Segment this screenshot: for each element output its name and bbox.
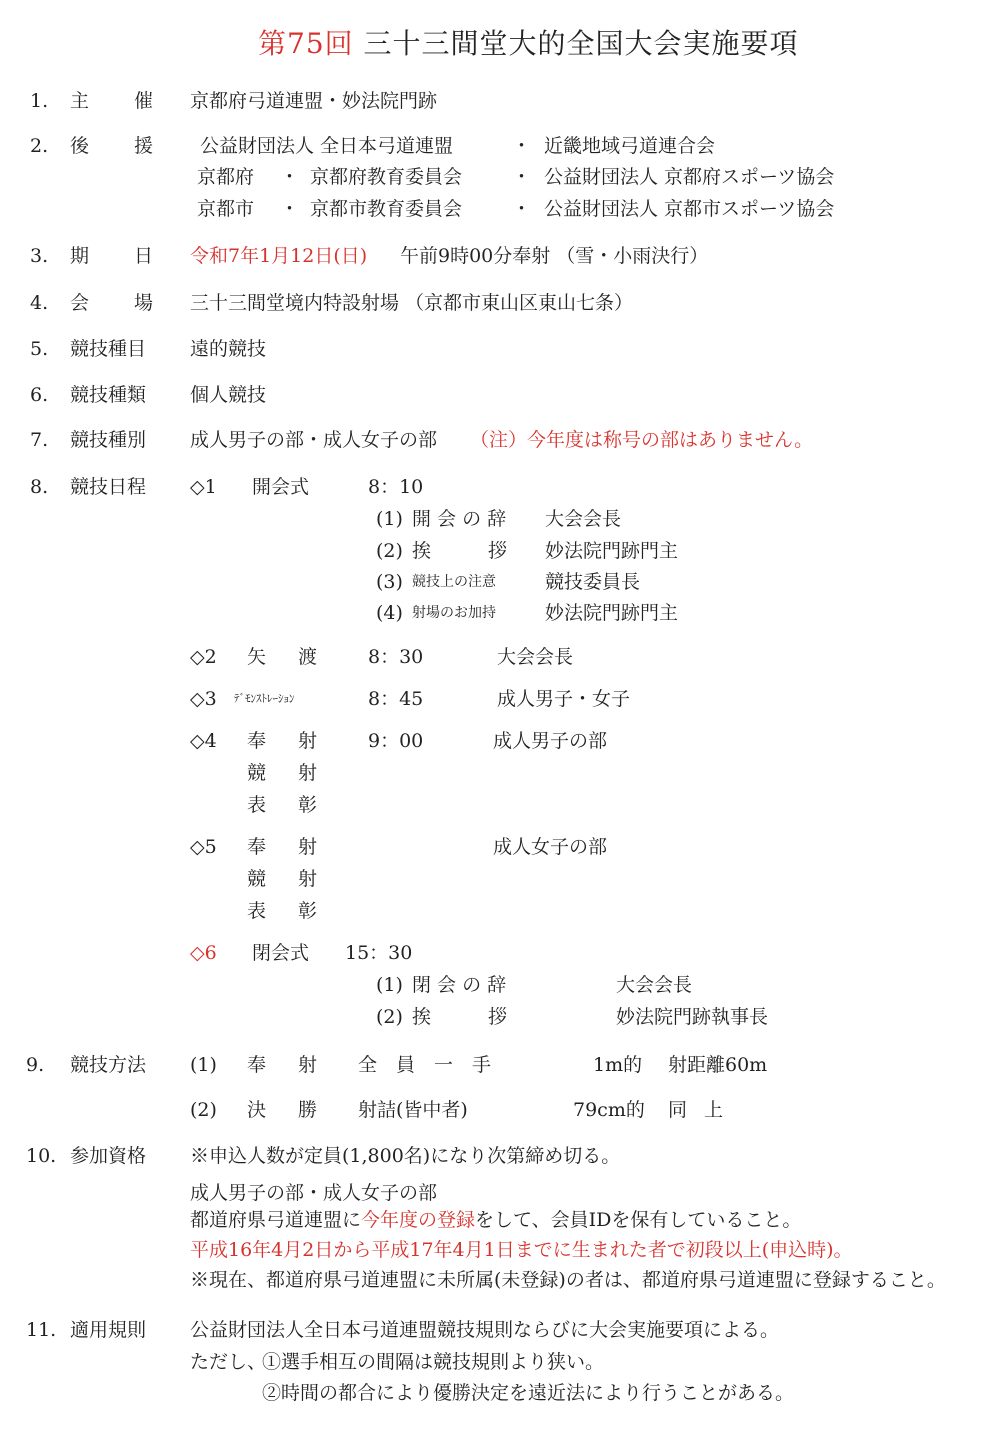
section-6-number: 6.: [30, 384, 49, 406]
schedule-6-time: 15：30: [345, 942, 413, 964]
eligibility-divisions: 成人男子の部・成人女子の部: [190, 1182, 438, 1204]
title-edition: 第75回: [258, 27, 354, 60]
schedule-4-division: 成人男子の部: [493, 730, 608, 752]
schedule-6-sub-1-num: (1): [376, 974, 403, 996]
sponsor-row-3-a: 京都市: [197, 198, 255, 220]
schedule-1-sub-1-person: 大会会長: [545, 508, 622, 530]
schedule-6-sub-1-title: 閉 会 の 辞: [412, 974, 507, 996]
competition-divisions: 成人男子の部・成人女子の部: [190, 429, 438, 451]
eligibility-registration-highlight: 今年度の登録: [361, 1209, 476, 1231]
schedule-4-time: 9：00: [368, 730, 424, 752]
event-time: 午前9時00分奉射 （雪・小雨決行）: [400, 245, 709, 267]
schedule-4-line-3a: 表: [247, 794, 267, 816]
sponsor-row-1-dot: ・: [512, 135, 532, 157]
sponsor-row-2-mid: 京都府教育委員会: [310, 166, 463, 188]
schedule-5-line-3a: 表: [247, 900, 267, 922]
method-2-a: 決: [247, 1099, 267, 1121]
schedule-2-name-a: 矢: [247, 646, 267, 668]
section-11-number: 11.: [26, 1319, 57, 1341]
competition-type: 個人競技: [190, 384, 267, 406]
sponsor-row-3-b: 公益財団法人 京都市スポーツ協会: [544, 198, 835, 220]
section-8-label: 競技日程: [70, 476, 147, 498]
section-9-number: 9.: [26, 1054, 45, 1076]
schedule-6-sub-2-person: 妙法院門跡執事長: [616, 1006, 769, 1028]
method-2-num: (2): [190, 1099, 217, 1121]
venue: 三十三間堂境内特設射場 （京都市東山区東山七条）: [190, 292, 634, 314]
schedule-4-mark: ◇4: [190, 730, 217, 752]
method-1-rule: 全 員 一 手: [358, 1054, 492, 1076]
rules-item-2: ②時間の都合により優勝決定を遠近法により行うことがある。: [262, 1382, 795, 1404]
sponsor-row-2-dot1: ・: [280, 166, 300, 188]
schedule-6-sub-2-num: (2): [376, 1006, 403, 1028]
section-3-label-a: 期: [70, 245, 90, 267]
title-name: 三十三間堂大的全国大会実施要項: [363, 27, 799, 60]
division-note: （注）今年度は称号の部はありません。: [470, 429, 814, 451]
eligibility-registration-a: 都道府県弓道連盟に: [190, 1209, 362, 1231]
eligibility-registration-c: をして、会員IDを保有していること。: [475, 1209, 802, 1231]
schedule-6-sub-2-title: 挨 拶: [412, 1006, 508, 1028]
schedule-4-line-3b: 彰: [298, 794, 318, 816]
schedule-4-line-2a: 競: [247, 762, 267, 784]
sponsor-row-1-b: 近畿地域弓道連合会: [544, 135, 716, 157]
schedule-1-sub-3-num: (3): [376, 571, 403, 593]
section-4-label-a: 会: [70, 292, 90, 314]
rules-main: 公益財団法人全日本弓道連盟競技規則ならびに大会実施要項による。: [190, 1319, 780, 1341]
method-1-num: (1): [190, 1054, 217, 1076]
eligibility-capacity: ※申込人数が定員(1,800名)になり次第締め切る。: [190, 1145, 621, 1167]
section-2-label-b: 援: [134, 135, 154, 157]
schedule-5-line-1b: 射: [298, 836, 318, 858]
schedule-1-sub-2-person: 妙法院門跡門主: [545, 540, 679, 562]
rules-item-1: ①選手相互の間隔は競技規則より狭い。: [262, 1351, 605, 1373]
schedule-3-name: ﾃﾞﾓﾝｽﾄﾚｰｼｮﾝ: [234, 692, 295, 705]
schedule-4-line-2b: 射: [298, 762, 318, 784]
section-1-number: 1.: [30, 90, 49, 112]
section-9-label: 競技方法: [70, 1054, 147, 1076]
sponsor-row-3-mid: 京都市教育委員会: [310, 198, 463, 220]
section-8-number: 8.: [30, 476, 49, 498]
schedule-1-time: 8：10: [368, 476, 424, 498]
document-title: [258, 26, 799, 62]
schedule-1-sub-2-title: 挨 拶: [412, 540, 508, 562]
method-1-a: 奉: [247, 1054, 267, 1076]
section-3-label-b: 日: [134, 245, 154, 267]
section-5-label: 競技種目: [70, 338, 147, 360]
schedule-1-mark: ◇1: [190, 476, 217, 498]
section-4-label-b: 場: [134, 292, 154, 314]
sponsor-row-1-a: 公益財団法人 全日本弓道連盟: [200, 135, 454, 157]
section-7-label: 競技種別: [70, 429, 147, 451]
section-10-number: 10.: [26, 1145, 57, 1167]
schedule-2-mark: ◇2: [190, 646, 217, 668]
section-5-number: 5.: [30, 338, 49, 360]
section-7-number: 7.: [30, 429, 49, 451]
eligibility-birthdate: 平成16年4月2日から平成17年4月1日までに生まれた者で初段以上(申込時)。: [190, 1239, 853, 1261]
section-1-label-a: 主: [70, 90, 90, 112]
section-3-number: 3.: [30, 245, 49, 267]
section-11-label: 適用規則: [70, 1319, 147, 1341]
schedule-2-name-b: 渡: [298, 646, 318, 668]
schedule-5-mark: ◇5: [190, 836, 217, 858]
schedule-1-sub-3-title: 競技上の注意: [412, 574, 496, 590]
method-2-distance-b: 上: [704, 1099, 724, 1121]
method-2-rule: 射詰(皆中者): [358, 1099, 468, 1121]
schedule-1-sub-4-title: 射場のお加持: [412, 605, 496, 621]
schedule-1-sub-1-num: (1): [376, 508, 403, 530]
section-2-number: 2.: [30, 135, 49, 157]
schedule-5-line-2a: 競: [247, 868, 267, 890]
section-1-value: 京都府弓道連盟・妙法院門跡: [190, 90, 438, 112]
section-1-label-b: 催: [134, 90, 154, 112]
section-4-number: 4.: [30, 292, 49, 314]
schedule-2-time: 8：30: [368, 646, 424, 668]
sponsor-row-2-a: 京都府: [197, 166, 255, 188]
schedule-3-time: 8：45: [368, 688, 424, 710]
schedule-5-line-2b: 射: [298, 868, 318, 890]
schedule-6-name: 閉会式: [252, 942, 310, 964]
schedule-1-sub-3-person: 競技委員長: [545, 571, 641, 593]
schedule-3-mark: ◇3: [190, 688, 217, 710]
method-1-b: 射: [298, 1054, 318, 1076]
schedule-4-line-1b: 射: [298, 730, 318, 752]
schedule-2-person: 大会会長: [497, 646, 574, 668]
section-2-label-a: 後: [70, 135, 90, 157]
schedule-4-line-1a: 奉: [247, 730, 267, 752]
competition-event: 遠的競技: [190, 338, 267, 360]
sponsor-row-2-b: 公益財団法人 京都府スポーツ協会: [544, 166, 835, 188]
schedule-1-sub-2-num: (2): [376, 540, 403, 562]
sponsor-row-3-dot1: ・: [280, 198, 300, 220]
schedule-1-sub-4-num: (4): [376, 602, 403, 624]
section-10-label: 参加資格: [70, 1145, 147, 1167]
event-date: 令和7年1月12日(日): [190, 245, 368, 267]
method-2-distance-a: 同: [668, 1099, 688, 1121]
schedule-5-line-1a: 奉: [247, 836, 267, 858]
schedule-1-sub-1-title: 開 会 の 辞: [412, 508, 507, 530]
method-1-distance: 射距離60m: [668, 1054, 768, 1076]
schedule-5-line-3b: 彰: [298, 900, 318, 922]
schedule-1-sub-4-person: 妙法院門跡門主: [545, 602, 679, 624]
schedule-1-name: 開会式: [252, 476, 310, 498]
sponsor-row-3-dot2: ・: [512, 198, 532, 220]
method-2-target: 79cm的: [573, 1099, 645, 1121]
section-6-label: 競技種類: [70, 384, 147, 406]
schedule-6-mark: ◇6: [190, 942, 217, 964]
eligibility-unregistered-note: ※現在、都道府県弓道連盟に未所属(未登録)の者は、都道府県弓道連盟に登録すること。: [190, 1269, 946, 1291]
schedule-6-sub-1-person: 大会会長: [616, 974, 693, 996]
sponsor-row-2-dot2: ・: [512, 166, 532, 188]
schedule-3-person: 成人男子・女子: [497, 688, 631, 710]
eligibility-registration: [190, 1207, 801, 1233]
rules-proviso: ただし、: [190, 1351, 267, 1373]
method-1-target: 1m的: [593, 1054, 643, 1076]
schedule-5-division: 成人女子の部: [493, 836, 608, 858]
method-2-b: 勝: [298, 1099, 318, 1121]
